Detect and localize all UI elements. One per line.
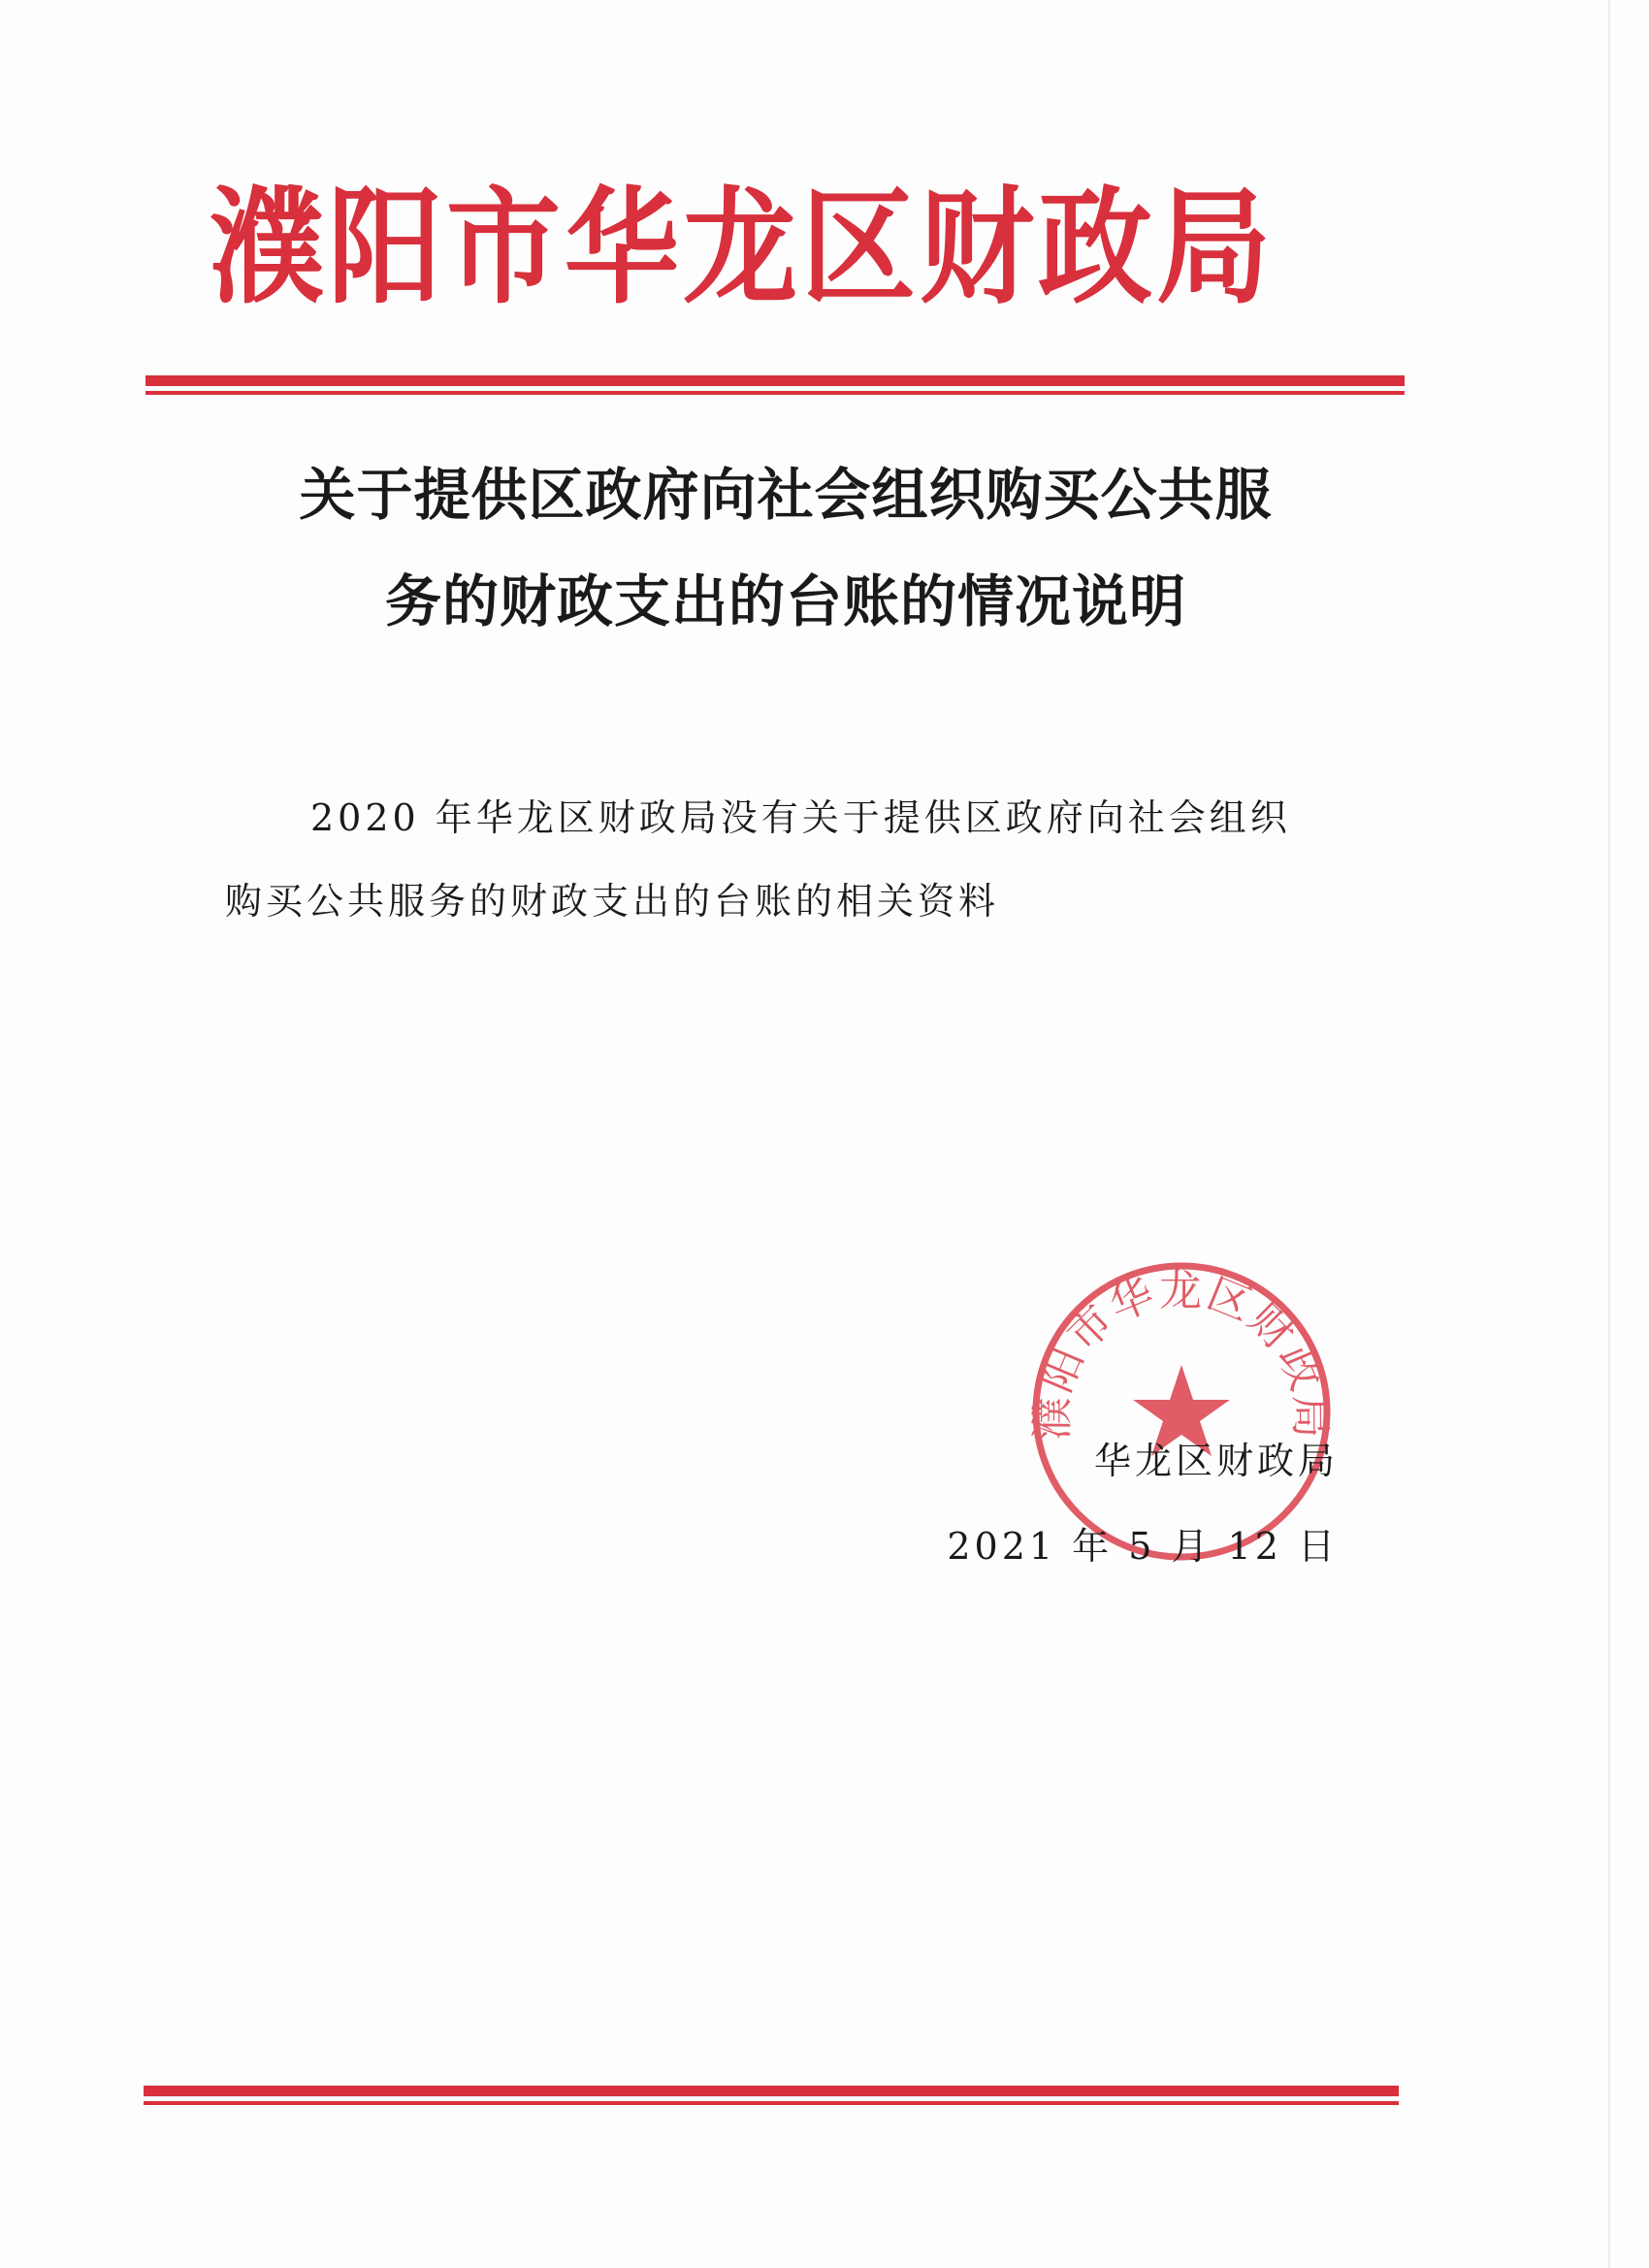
title-line-1: 关于提供区政府向社会组织购买公共服 bbox=[299, 462, 1273, 528]
scan-edge bbox=[1608, 0, 1610, 2268]
letterhead-top-rule bbox=[146, 375, 1405, 395]
signature-block bbox=[947, 1418, 1339, 1589]
body-paragraph bbox=[225, 776, 1360, 943]
rule-thick bbox=[146, 375, 1405, 386]
footer-rule bbox=[144, 2086, 1399, 2105]
rule-thin-bottom bbox=[144, 2101, 1399, 2105]
body-line-1: 2020 年华龙区财政局没有关于提供区政府向社会组织 bbox=[310, 796, 1291, 839]
document-title bbox=[194, 441, 1377, 655]
signature-issuer: 华龙区财政局 bbox=[1093, 1440, 1339, 1482]
letterhead-title: 濮阳市华龙区财政局 bbox=[209, 174, 1275, 321]
body-line-2: 购买公共服务的财政支出的台账的相关资料 bbox=[225, 880, 1000, 923]
seal-text-path: 濮阳市华龙区财政局 bbox=[1027, 1265, 1336, 1441]
rule-thin bbox=[146, 391, 1405, 395]
title-line-2: 务的财政支出的台账的情况说明 bbox=[384, 568, 1186, 634]
signature-date: 2021 年 5 月 12 日 bbox=[947, 1525, 1339, 1568]
rule-thick-bottom bbox=[144, 2086, 1399, 2096]
